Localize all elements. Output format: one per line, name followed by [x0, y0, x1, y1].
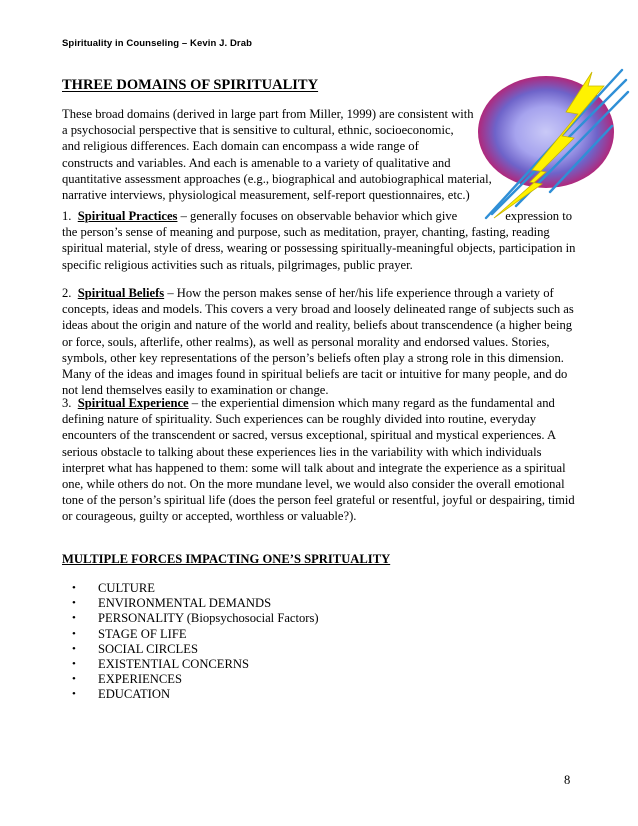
section-body: expression to the person’s sense of meaning and purpose, such as meditation, prayer, chanting, fasting, reading spiritual material, style of dress, wearing or possessing spiritually-meaningful objects, participation in specific religious activities such as rituals, pilgrimages, public prayer.: [62, 209, 576, 272]
bullet-icon: •: [72, 688, 76, 701]
section-number: 1.: [62, 209, 72, 223]
list-item: [62, 611, 319, 626]
intro-paragraph: [62, 106, 492, 203]
bullet-icon: •: [72, 597, 76, 610]
forces-heading: MULTIPLE FORCES IMPACTING ONE’S SPRITUALITY: [62, 552, 391, 566]
section-heading: Spiritual Experience: [77, 396, 189, 410]
intro-line: quantitative assessment approaches (e.g., biographical and autobiographical material,: [62, 171, 492, 186]
page-number: 8: [564, 773, 571, 787]
section-number: 3.: [62, 396, 72, 410]
intro-line: narrative interviews, physiological measurement, self-report questionnaires, etc.): [62, 188, 470, 203]
list-item: [62, 581, 319, 596]
section-body: – the experiential dimension which many regard as the fundamental and defining nature of spirituality. Such experiences can be roughly divided into routine, everyday encounters of the transcendent or sacred, versus exceptional, spiritual and mystical experiences. A serious obstacle to talking about these experiences lies in the variability with which individuals interpret what has happened to them: some will talk about and integrate the experience as a spiritual one, while others do not. On the more mundane level, we would also consider the overall emotional tone of the person’s spiritual life (does the person feel grateful or resentful, joyful or despairing, timid or courageous, guilty or accepted, worthless or valuable?).: [62, 396, 575, 524]
list-item: [62, 627, 319, 642]
list-item: [62, 596, 319, 611]
section-spiritual-practices: [62, 208, 580, 273]
intro-line: constructs and variables. And each is amenable to a variety of qualitative and: [62, 155, 451, 170]
bullet-icon: •: [72, 657, 76, 670]
section-number: 2.: [62, 286, 72, 300]
list-item-label: EXPERIENCES: [98, 672, 182, 687]
list-item-label: EXISTENTIAL CONCERNS: [98, 656, 250, 671]
section-body: – How the person makes sense of her/his life experience through a variety of concepts, ideas and models. This covers a very broad and loosely delineated range of subjects such as ideas about the origin and nature of the world and reality, beliefs about transcendence (a higher being or force, souls, afterlife, other realms), as well as personal morality and endorsed values. Stories, symbols, other key representations of the person’s beliefs often play a strong role in this dimension. Many of the ideas and images found in spiritual beliefs are tacit or intuitive for many people, and do not lend themselves easily to examination or change.: [62, 286, 574, 398]
list-item-label: ENVIRONMENTAL DEMANDS: [98, 596, 272, 611]
intro-line: These broad domains (derived in large part from Miller, 1999) are consistent with: [62, 107, 474, 121]
list-item: [62, 672, 319, 687]
list-item: [62, 642, 319, 657]
bullet-icon: •: [72, 673, 76, 686]
list-item-label: PERSONALITY (Biopsychosocial Factors): [98, 611, 319, 626]
running-header: Spirituality in Counseling – Kevin J. Drab: [62, 38, 253, 49]
bullet-icon: •: [72, 627, 76, 640]
page-title: THREE DOMAINS OF SPIRITUALITY: [62, 77, 319, 93]
list-item-label: STAGE OF LIFE: [98, 626, 187, 641]
section-heading: Spiritual Beliefs: [77, 286, 165, 300]
forces-list: [62, 581, 319, 703]
section-body: – generally focuses on observable behavior which give: [177, 209, 458, 223]
list-item-label: CULTURE: [98, 581, 155, 595]
bullet-icon: •: [72, 642, 76, 655]
section-spiritual-experience: [62, 395, 580, 525]
list-item: [62, 687, 319, 702]
list-item: [62, 657, 319, 672]
intro-line: a psychosocial perspective that is sensitive to cultural, ethnic, socioeconomic,: [62, 123, 454, 138]
lightning-orb-icon: [472, 66, 630, 226]
section-heading: Spiritual Practices: [77, 209, 178, 223]
list-item-label: SOCIAL CIRCLES: [98, 641, 198, 656]
list-item-label: EDUCATION: [98, 687, 171, 702]
section-spiritual-beliefs: [62, 285, 580, 398]
bullet-icon: •: [72, 612, 76, 625]
intro-line: and religious differences. Each domain can encompass a wide range of: [62, 139, 419, 154]
bullet-icon: •: [72, 582, 76, 594]
